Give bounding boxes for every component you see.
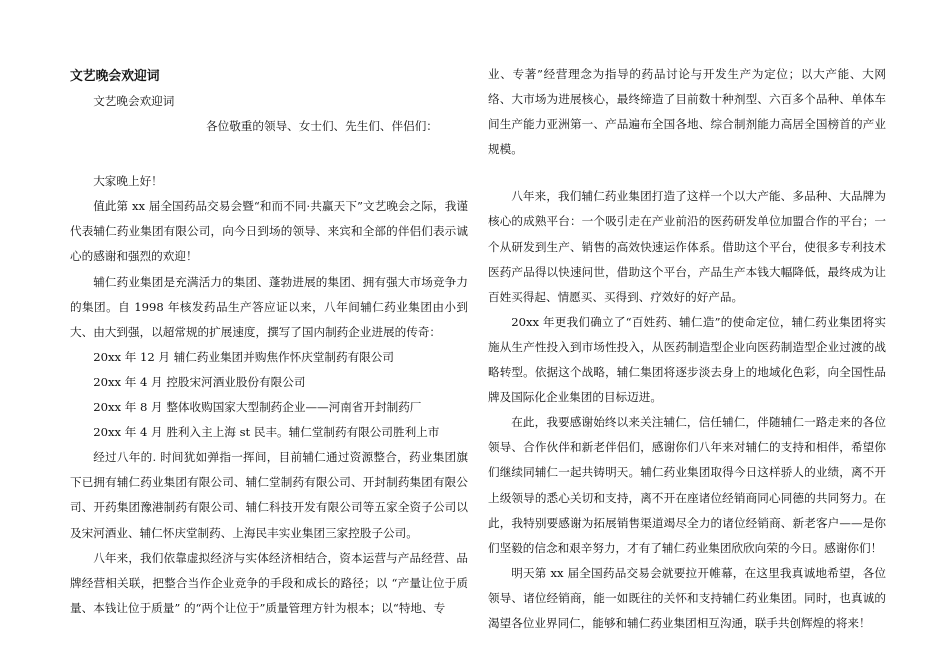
paragraph: 八年来，我们依靠虚拟经济与实体经济相结合，资本运营与产品经营、品牌经营相关联，把整合当作企业竞争的手段和成长的路径；以 “产量让位于质量、本钱让位于质量” 的“两个让位于”质量管理方针为根本；以“特地、专 <box>70 550 468 615</box>
document-title: 文艺晚会欢迎词 <box>70 69 160 84</box>
timeline-item: 20xx 年 8 月 整体收购国家大型制药企业——河南省开封制药厂 <box>93 400 422 415</box>
paragraph: 20xx 年更我们确立了“百姓药、辅仁造”的使命定位，辅仁药业集团将实施从生产性投入到市场性投入，从医药制造型企业向医药制造型企业过渡的战略转型。依据这个战略，辅仁集团将逐步淡去身上的地域化色彩，向全国性品牌及国际化企业集团的目标迈进。 <box>488 314 886 405</box>
left-column <box>70 62 468 621</box>
paragraph: 在此，我要感谢始终以来关注辅仁，信任辅仁，伴随辅仁一路走来的各位领导、合作伙伴和新老伴侣们，感谢你们八年来对辅仁的支持和相伴，希望你们继续同辅仁一起共铸明天。辅仁药业集团取得今日这样骄人的业绩，离不开上级领导的悉心关切和支持，离不开在座诸位经销商同心同德的共同努力。在此，我特别要感谢为拓展销售渠道竭尽全力的诸位经销商、新老客户——是你们坚毅的信念和艰辛努力，才有了辅仁药业集团欣欣向荣的今日。感谢你们！ <box>488 415 886 555</box>
paragraph-continued: 业、专著”经营理念为指导的药品讨论与开发生产为定位；以大产能、大网络、大市场为进展核心，最终缔造了目前数十种剂型、六百多个品种、单体车间生产能力亚洲第一、产品遍布全国各地、综合制剂能力高居全国榜首的产业规模。 <box>488 67 886 157</box>
timeline-item: 20xx 年 4 月 胜利入主上海 st 民丰。辅仁堂制药有限公司胜利上市 <box>93 425 440 440</box>
paragraph: 八年来，我们辅仁药业集团打造了这样一个以大产能、多品种、大品牌为核心的成熟平台：一个吸引走在产业前沿的医药研发单位加盟合作的平台；一个从研发到生产、销售的高效快速运作体系。借助这个平台，使很多专利技术医药产品得以快速问世，借助这个平台，产品生产本钱大幅降低，最终成为让百姓买得起、情愿买、买得到、疗效好的好产品。 <box>488 189 886 304</box>
right-column <box>488 62 886 636</box>
document-subtitle: 文艺晚会欢迎词 <box>93 94 175 108</box>
spacer <box>488 162 886 184</box>
timeline-item: 20xx 年 4 月 控股宋河酒业股份有限公司 <box>93 374 306 389</box>
salutation: 各位敬重的领导、女士们、先生们、伴侣们： <box>206 119 438 134</box>
paragraph: 明天第 xx 届全国药品交易会就要拉开帷幕，在这里我真诚地希望，各位领导、诸位经销商，能一如既往的关怀和支持辅仁药业集团。同时，也真诚的渴望各位业界同仁，能够和辅仁药业集团相互沟通，联手共创辉煌的将来！ <box>488 565 886 630</box>
paragraph: 辅仁药业集团是充满活力的集团、蓬勃进展的集团、拥有强大市场竞争力的集团。自 1998 年核发药品生产答应证以来，八年间辅仁药业集团由小到大、由大到强，以超常规的扩展速度，撰写了国内制药企业进展的传奇： <box>70 274 468 339</box>
timeline-item: 20xx 年 12 月 辅仁药业集团并购焦作怀庆堂制药有限公司 <box>93 349 394 364</box>
paragraph: 大家晚上好！ <box>93 174 163 189</box>
spacer <box>70 139 468 169</box>
paragraph: 经过八年的. 时间犹如弹指一挥间，目前辅仁通过资源整合，药业集团旗下已拥有辅仁药业集团有限公司、辅仁堂制药有限公司、开封制药集团有限公司、开药集团豫港制药有限公司、辅仁科技开发有限公司等五家全资子公司以及宋河酒业、辅仁怀庆堂制药、上海民丰实业集团三家控股子公司。 <box>70 450 468 540</box>
paragraph: 值此第 xx 届全国药品交易会暨“和而不同·共赢天下”文艺晚会之际，我谨代表辅仁药业集团有限公司，向今日到场的领导、来宾和全部的伴侣们表示诚心的感谢和强烈的欢迎！ <box>70 199 468 264</box>
